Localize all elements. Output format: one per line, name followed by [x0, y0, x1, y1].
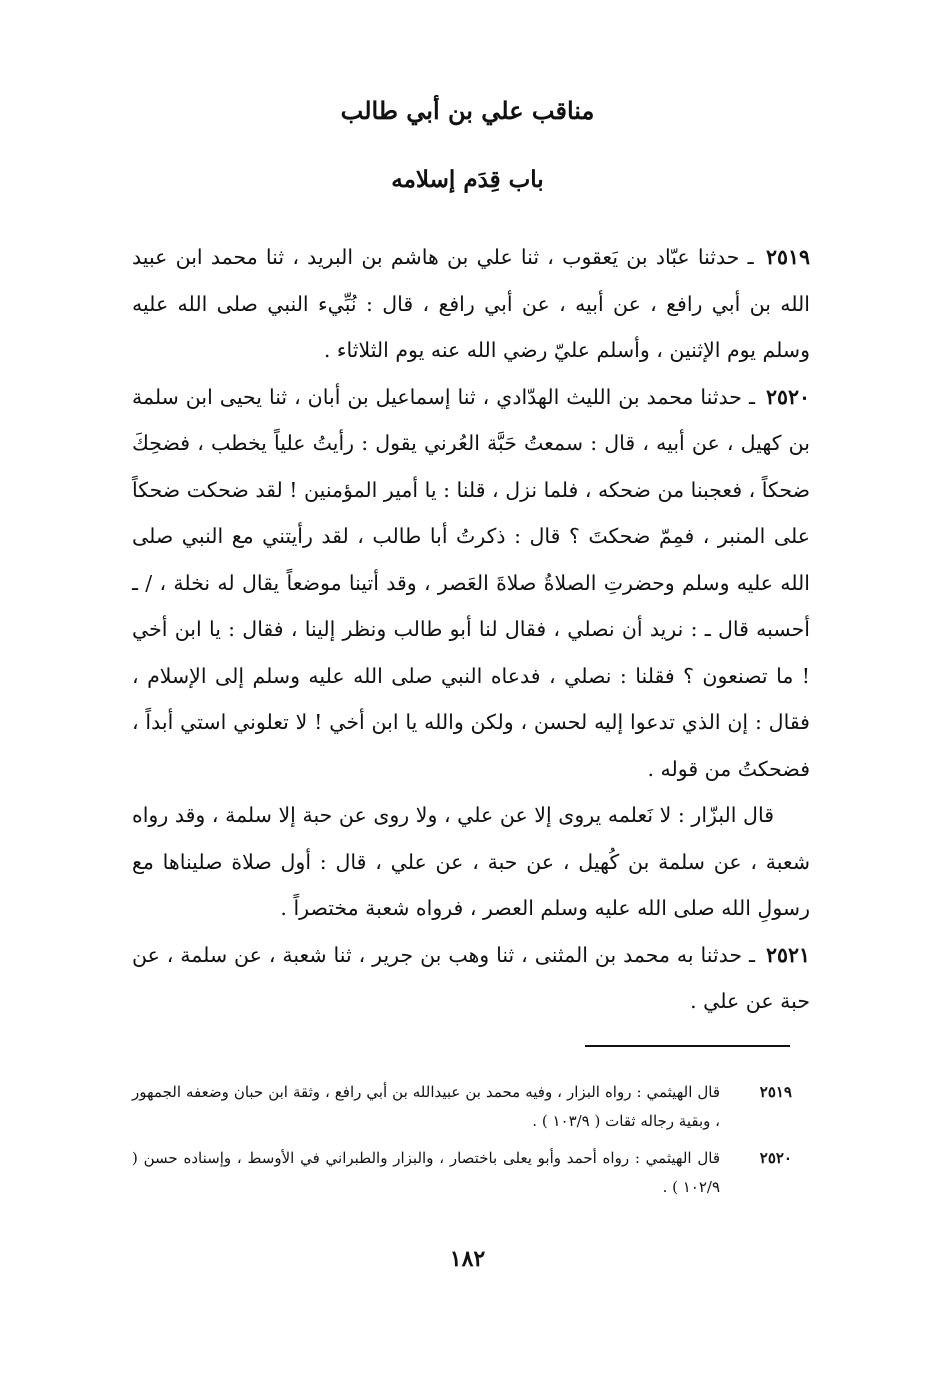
hadith-text: ـ حدثنا عبّاد بن يَعقوب ، ثنا علي بن هاشم بن البريد ، ثنا محمد ابن عبيد الله بن أبي رافع ، عن أبيه ، عن أبي رافع ، قال : نُبِّيء النبي صلى الله عليه وسلم يوم الإثنين ، وأسلم عليّ رضي الله عنه يوم الثلاثاء .	[132, 245, 810, 362]
page-title: مناقب علي بن أبي طالب	[340, 96, 595, 125]
footnotes	[132, 1078, 792, 1210]
hadith-2521	[132, 932, 810, 1025]
footnote	[132, 1144, 792, 1202]
hadith-text: ـ حدثنا محمد بن الليث الهدّادي ، ثنا إسماعيل بن أبان ، ثنا يحيى ابن سلمة بن كهيل ، عن أبيه ، قال : سمعتُ حَبَّة العُرني يقول : رأيتُ علياً يخطب ، فضحِكَ ضحكاً ، فعجبنا من ضحكه ، فلما نزل ، قلنا : يا أمير المؤمنين ! لقد ضحكت ضحكاً على المنبر ، فمِمّ ضحكتَ ؟ قال : ذكرتُ أبا طالب ، لقد رأيتني مع النبي صلى الله عليه وسلم وحضرتِ الصلاةُ صلاةَ العَصر ، وقد أتينا موضعاً يقال له نخلة ، / ـ أحسبه قال ـ : نريد أن نصلي ، فقال لنا أبو طالب ونظر إلينا ، فقال : يا ابن أخي ! ما تصنعون ؟ فقلنا : نصلي ، فدعاه النبي صلى الله عليه وسلم إلى الإسلام ، فقال : إن الذي تدعوا إليه لحسن ، ولكن والله يا ابن أخي ! لا تعلوني استي أبداً ، فضحكتُ من قوله .	[132, 384, 810, 781]
hadith-2520	[132, 374, 810, 793]
bazzar-commentary: قال البزّار : لا نَعلمه يروى إلا عن علي ، ولا روى عن حبة إلا سلمة ، وقد رواه شعبة ، عن سلمة بن كُهيل ، عن حبة ، عن علي ، قال : أول صلاة صليناها مع رسولِ الله صلى الله عليه وسلم العصر ، فرواه شعبة مختصراً .	[132, 803, 810, 920]
hadith-number: ٢٥٢١	[765, 942, 810, 967]
footnote-text: قال الهيثمي : رواه البزار ، وفيه محمد بن عبيدالله بن أبي رافع ، وثقة ابن حبان وضعفه الجمهور ، وبقية رجاله ثقات ( ١٠٣/٩ ) .	[132, 1083, 720, 1130]
hadith-number: ٢٥٢٠	[765, 384, 810, 409]
footnote	[132, 1078, 792, 1136]
hadith-text: ـ حدثنا به محمد بن المثنى ، ثنا وهب بن جرير ، ثنا شعبة ، عن سلمة ، عن حبة عن علي .	[132, 942, 810, 1013]
footnote-number: ٢٥٢٠	[759, 1149, 792, 1167]
hadith-number: ٢٥١٩	[765, 245, 810, 269]
page-number: ١٨٢	[449, 1246, 486, 1272]
main-text	[132, 234, 810, 1025]
chapter-heading: باب قِدَم إسلامه	[391, 166, 544, 193]
footnote-divider	[585, 1045, 790, 1047]
footnote-number: ٢٥١٩	[759, 1083, 792, 1101]
footnote-text: قال الهيثمي : رواه أحمد وأبو يعلى باختصار ، والبزار والطبراني في الأوسط ، وإسناده حسن ( ١٠٢/٩ ) .	[132, 1149, 720, 1196]
hadith-2519	[132, 234, 810, 374]
